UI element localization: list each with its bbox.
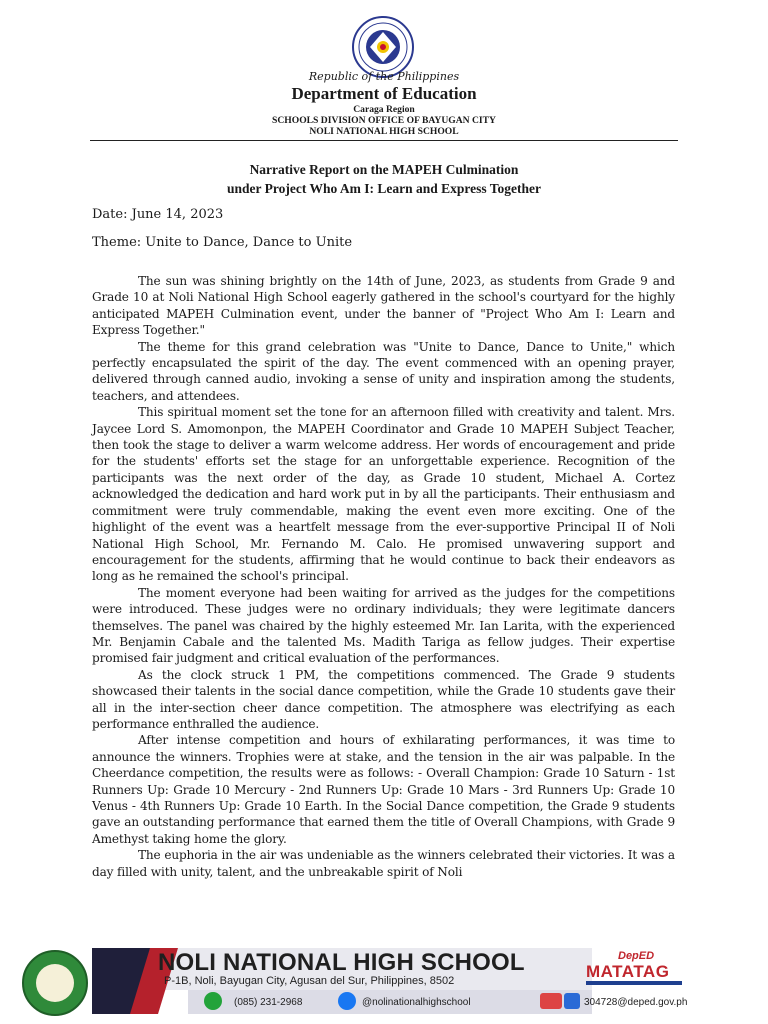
paragraph: The euphoria in the air was undeniable as the winners celebrated their victories. It was a day filled with unity, talent, and the unbreakable spirit of Noli: [92, 848, 675, 879]
report-body: [92, 273, 675, 880]
matatag-underline: [586, 981, 682, 985]
region-label: Caraga Region: [353, 104, 415, 115]
footer-email: 304728@deped.gov.ph: [584, 997, 688, 1008]
header-divider: [90, 140, 678, 141]
paragraph: The sun was shining brightly on the 14th of June, 2023, as students from Grade 9 and Grade 10 at Noli National High School eagerly gathered in the school's courtyard for the highly anticipated MAPEH Culmination event, under the banner of "Project Who Am I: Learn and Express Together.": [92, 274, 675, 338]
phone-icon: [204, 992, 222, 1010]
republic-label: Republic of the Philippines: [308, 70, 460, 83]
footer-address: P-1B, Noli, Bayugan City, Agusan del Sur, Philippines, 8502: [164, 975, 455, 987]
gmail-icon: [540, 993, 562, 1009]
matatag-logo-label: MATATAG: [586, 962, 670, 981]
footer-facebook: @nolinationalhighschool: [362, 997, 471, 1008]
footer-school-name: NOLI NATIONAL HIGH SCHOOL: [158, 949, 525, 976]
footer-phone: (085) 231-2968: [234, 997, 303, 1008]
deped-logo-label: DepED: [618, 950, 655, 962]
footer-banner: [14, 948, 738, 1014]
paragraph: The moment everyone had been waiting for arrived as the judges for the competitions were introduced. These judges were no ordinary individuals; they were legitimate dancers themselves. The panel was chaired by the highly esteemed Mr. Ian Larita, with the experienced Mr. Benjamin Cabale and the talented Ms. Madith Tariga as fellow judges. Their expertise promised fair judgment and critical evaluation of the performances.: [92, 585, 675, 666]
school-logo-icon: [22, 950, 88, 1016]
report-title-line1: Narrative Report on the MAPEH Culmination: [249, 162, 519, 177]
school-label: NOLI NATIONAL HIGH SCHOOL: [309, 126, 459, 137]
paragraph: As the clock struck 1 PM, the competitions commenced. The Grade 9 students showcased their talents in the social dance competition, while the Grade 10 students gave their all in the inter-section cheer dance competition. The atmosphere was electrifying as each performance enthralled the audience.: [92, 667, 675, 731]
deped-seal-icon: [352, 16, 414, 78]
paragraph: After intense competition and hours of exhilarating performances, it was time to announce the winners. Trophies were at stake, and the tension in the air was palpable. In the Cheerdance competition, the results were as follows: - Overall Champion: Grade 10 Saturn - 1st Runners Up: Grade 10 Mercury - 2nd Runners Up: Grade 10 Mars - 3rd Runners Up: Grade 10 Venus - 4th Runners Up: Grade 10 Earth. In the Social Dance competition, the Grade 9 students gave an outstanding performance that earned them the title of Overall Champions, with Grade 9 Amethyst taking home the glory.: [92, 733, 675, 846]
report-theme: Theme: Unite to Dance, Dance to Unite: [92, 235, 353, 250]
department-title: Department of Education: [291, 84, 477, 103]
report-date: Date: June 14, 2023: [92, 207, 224, 222]
division-label: SCHOOLS DIVISION OFFICE OF BAYUGAN CITY: [272, 115, 496, 126]
paragraph: This spiritual moment set the tone for an afternoon filled with creativity and talent. Mrs. Jaycee Lord S. Amomonpon, the MAPEH Coordinator and Grade 10 MAPEH Subject Teacher, then took the stage to deliver a warm welcome address. Her words of encouragement and pride for the students' efforts set the stage for an unforgettable experience. Recognition of the participants was the next order of the day, as Grade 10 student, Michael A. Cortez acknowledged the dedication and hard work put in by all the participants. Their enthusiasm and commitment were truly commendable, making the event even more exciting. One of the highlight of the event was a heartfelt message from the ever-supportive Principal II of Noli National High School, Mr. Fernando M. Calo. He promised unwavering support and encouragement for the students, affirming that he would continue to back their endeavors as long as he remained the school's principal.: [92, 405, 675, 584]
report-title-line2: under Project Who Am I: Learn and Express Together: [226, 181, 542, 196]
facebook-icon: [338, 992, 356, 1010]
outlook-icon: [564, 993, 580, 1009]
paragraph: The theme for this grand celebration was "Unite to Dance, Dance to Unite," which perfectly encapsulated the spirit of the day. The event commenced with an opening prayer, delivered through canned audio, invoking a sense of unity and inspiration among the students, teachers, and attendees.: [92, 339, 675, 403]
